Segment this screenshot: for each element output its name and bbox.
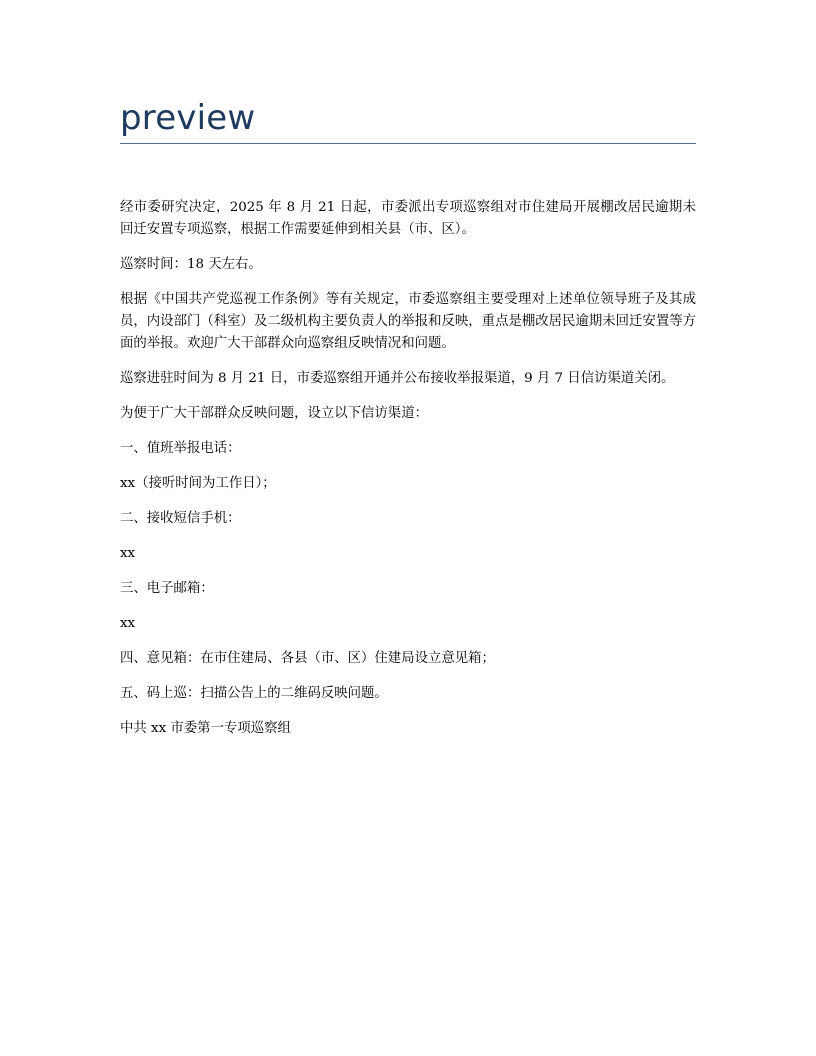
channel-email-heading: 三、电子邮箱： bbox=[120, 581, 214, 596]
paragraph-decision: 经市委研究决定，2025 年 8 月 21 日起，市委派出专项巡察组对市住建局开展棚改居民逾期未回迁安置专项巡察，根据工作需要延伸到相关县（市、区）。 bbox=[120, 200, 696, 237]
paragraph-channels-intro: 为便于广大干部群众反映问题，设立以下信访渠道： bbox=[120, 406, 428, 421]
channel-mailbox: 四、意见箱：在市住建局、各县（市、区）住建局设立意见箱； bbox=[120, 651, 495, 666]
document-title: preview bbox=[120, 98, 256, 138]
paragraph-duration: 巡察时间：18 天左右。 bbox=[120, 257, 262, 272]
channel-email-value: xx bbox=[120, 616, 136, 631]
channel-phone-heading: 一、值班举报电话： bbox=[120, 441, 241, 456]
paragraph-regulations: 根据《中国共产党巡视工作条例》等有关规定，市委巡察组主要受理对上述单位领导班子及其成员，内设部门（科室）及二级机构主要负责人的举报和反映，重点是棚改居民逾期未回迁安置等方面的举报。欢迎广大干部群众向巡察组反映情况和问题。 bbox=[120, 292, 696, 351]
channel-sms-heading: 二、接收短信手机： bbox=[120, 511, 241, 526]
document-body bbox=[120, 197, 696, 753]
channel-sms-value: xx bbox=[120, 546, 136, 561]
channel-qr-code: 五、码上巡：扫描公告上的二维码反映问题。 bbox=[120, 686, 388, 701]
title-divider bbox=[120, 143, 696, 144]
paragraph-schedule: 巡察进驻时间为 8 月 21 日，市委巡察组开通并公布接收举报渠道，9 月 7 日信访渠道关闭。 bbox=[120, 371, 675, 386]
signature-issuer: 中共 xx 市委第一专项巡察组 bbox=[120, 721, 291, 736]
channel-phone-value: xx（接听时间为工作日）； bbox=[120, 476, 276, 491]
